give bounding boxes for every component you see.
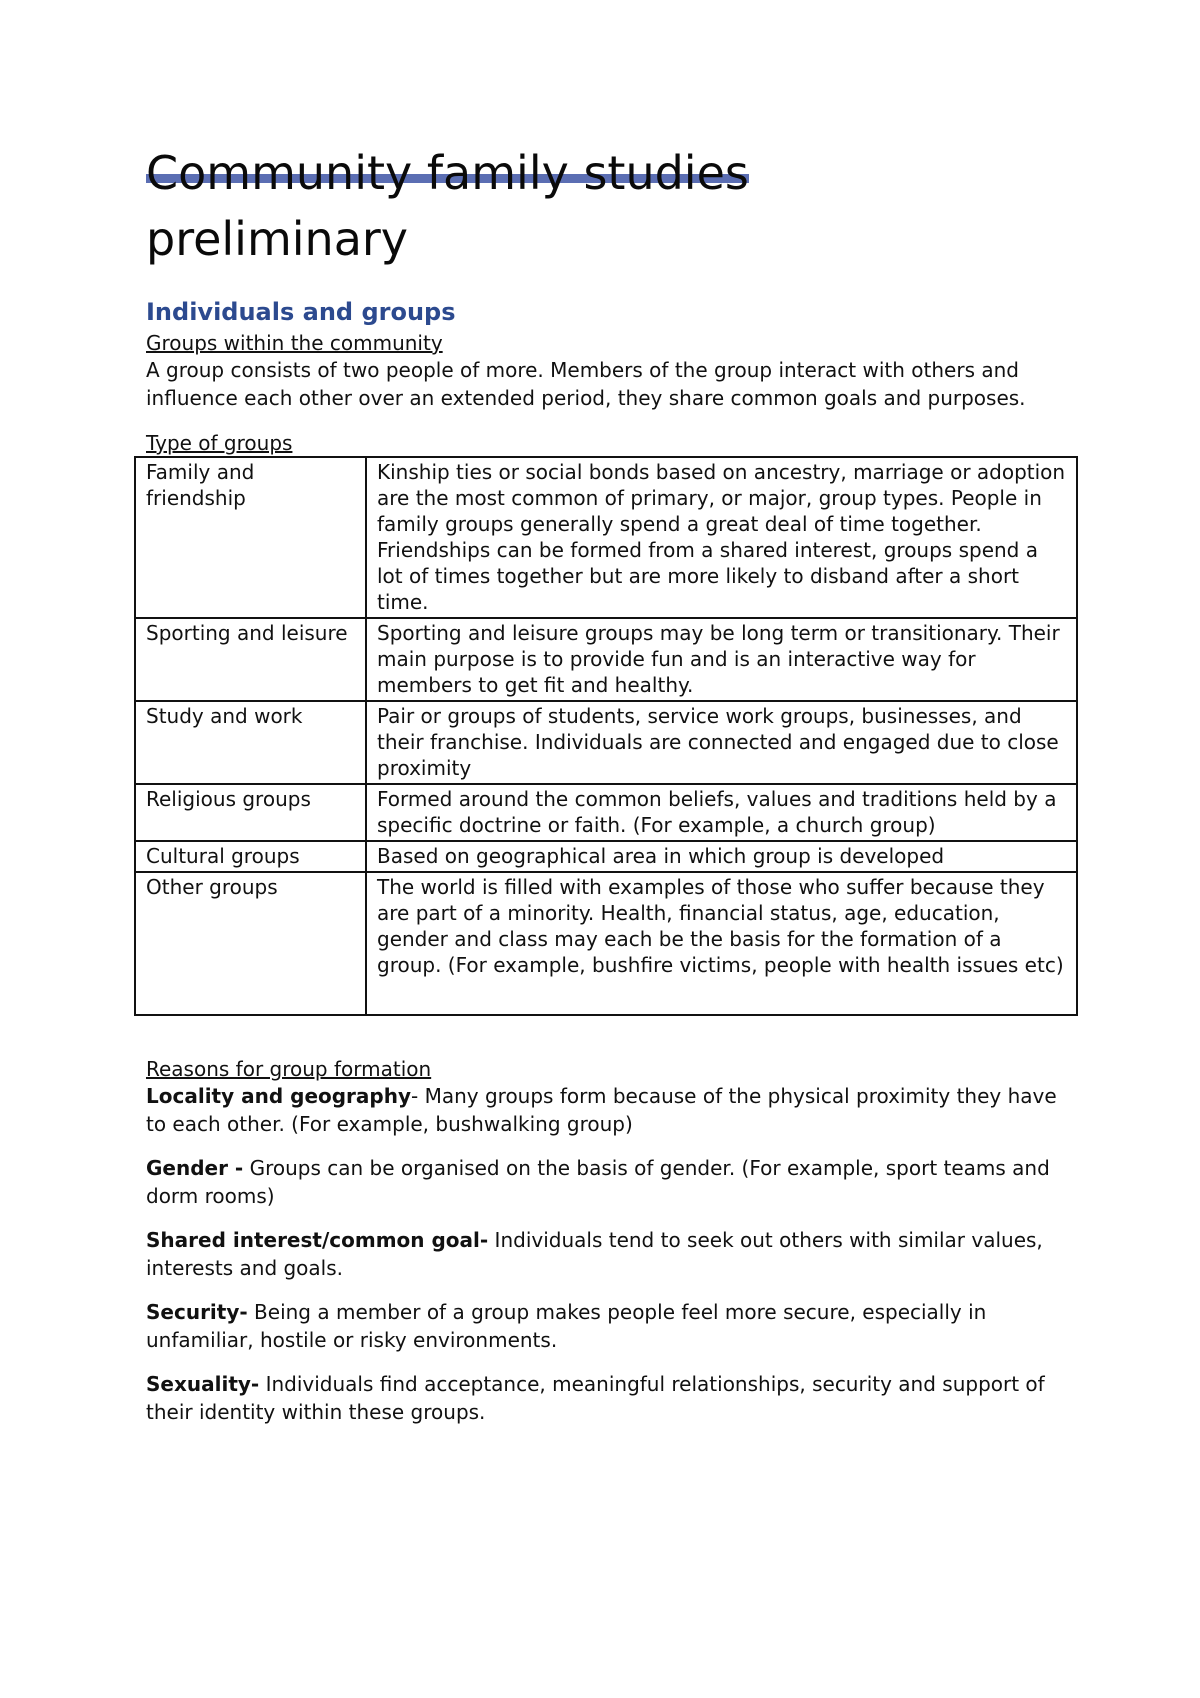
- reason-item: [146, 1298, 1076, 1354]
- group-description-cell: Based on geographical area in which group is developed: [366, 841, 1077, 872]
- group-description-cell: Kinship ties or social bonds based on ancestry, marriage or adoption are the most common of primary, or major, group types. People in family groups generally spend a great deal of time together. Friendships can be formed from a shared interest, groups spend a lot of times together but are more likely to disband after a short time.: [366, 457, 1077, 618]
- group-name-cell: Family and friendship: [135, 457, 366, 618]
- reason-text: Individuals find acceptance, meaningful relationships, security and support of their identity within these groups.: [146, 1372, 1045, 1424]
- group-name-cell: Study and work: [135, 701, 366, 784]
- document-page: [146, 140, 1076, 1442]
- reason-term: Security-: [146, 1300, 248, 1324]
- title-line-2: preliminary: [146, 212, 409, 266]
- reason-item: [146, 1226, 1076, 1282]
- table-row: [135, 784, 1077, 841]
- title-line-1: Community family studies: [146, 146, 749, 200]
- group-types-table: [134, 456, 1078, 1016]
- reasons-subheading: Reasons for group formation: [146, 1057, 432, 1081]
- section-heading: Individuals and groups: [146, 298, 456, 326]
- table-row: [135, 872, 1077, 1015]
- group-description-cell: Pair or groups of students, service work groups, businesses, and their franchise. Individuals are connected and engaged due to close proximity: [366, 701, 1077, 784]
- table-row: [135, 841, 1077, 872]
- reason-item: [146, 1154, 1076, 1210]
- reason-text: Groups can be organised on the basis of gender. (For example, sport teams and dorm rooms): [146, 1156, 1050, 1208]
- reason-text: Individuals tend to seek out others with similar values, interests and goals.: [146, 1228, 1043, 1280]
- reason-item: [146, 1082, 1076, 1138]
- group-description-cell: Formed around the common beliefs, values and traditions held by a specific doctrine or faith. (For example, a church group): [366, 784, 1077, 841]
- reason-term: Gender -: [146, 1156, 244, 1180]
- reason-term: Locality and geography: [146, 1084, 412, 1108]
- reason-item: [146, 1370, 1076, 1426]
- document-title: [146, 140, 1076, 272]
- group-name-cell: Religious groups: [135, 784, 366, 841]
- types-subheading: Type of groups: [146, 431, 293, 455]
- reason-term: Sexuality-: [146, 1372, 260, 1396]
- reason-text: Being a member of a group makes people feel more secure, especially in unfamiliar, hostile or risky environments.: [146, 1300, 987, 1352]
- reason-text: - Many groups form because of the physical proximity they have to each other. (For example, bushwalking group): [146, 1084, 1057, 1136]
- reason-term: Shared interest/common goal-: [146, 1228, 489, 1252]
- table-row: [135, 701, 1077, 784]
- table-row: [135, 618, 1077, 701]
- table-row: [135, 457, 1077, 618]
- group-description-cell: Sporting and leisure groups may be long term or transitionary. Their main purpose is to provide fun and is an interactive way for members to get fit and healthy.: [366, 618, 1077, 701]
- group-name-cell: Cultural groups: [135, 841, 366, 872]
- group-description-cell: The world is filled with examples of those who suffer because they are part of a minority. Health, financial status, age, education, gender and class may each be the basis for the formation of a group. (For example, bushfire victims, people with health issues etc): [366, 872, 1077, 1015]
- group-name-cell: Sporting and leisure: [135, 618, 366, 701]
- groups-definition: A group consists of two people of more. Members of the group interact with others and influence each other over an extended period, they share common goals and purposes.: [146, 358, 1026, 410]
- group-name-cell: Other groups: [135, 872, 366, 1015]
- groups-subheading: Groups within the community: [146, 331, 443, 355]
